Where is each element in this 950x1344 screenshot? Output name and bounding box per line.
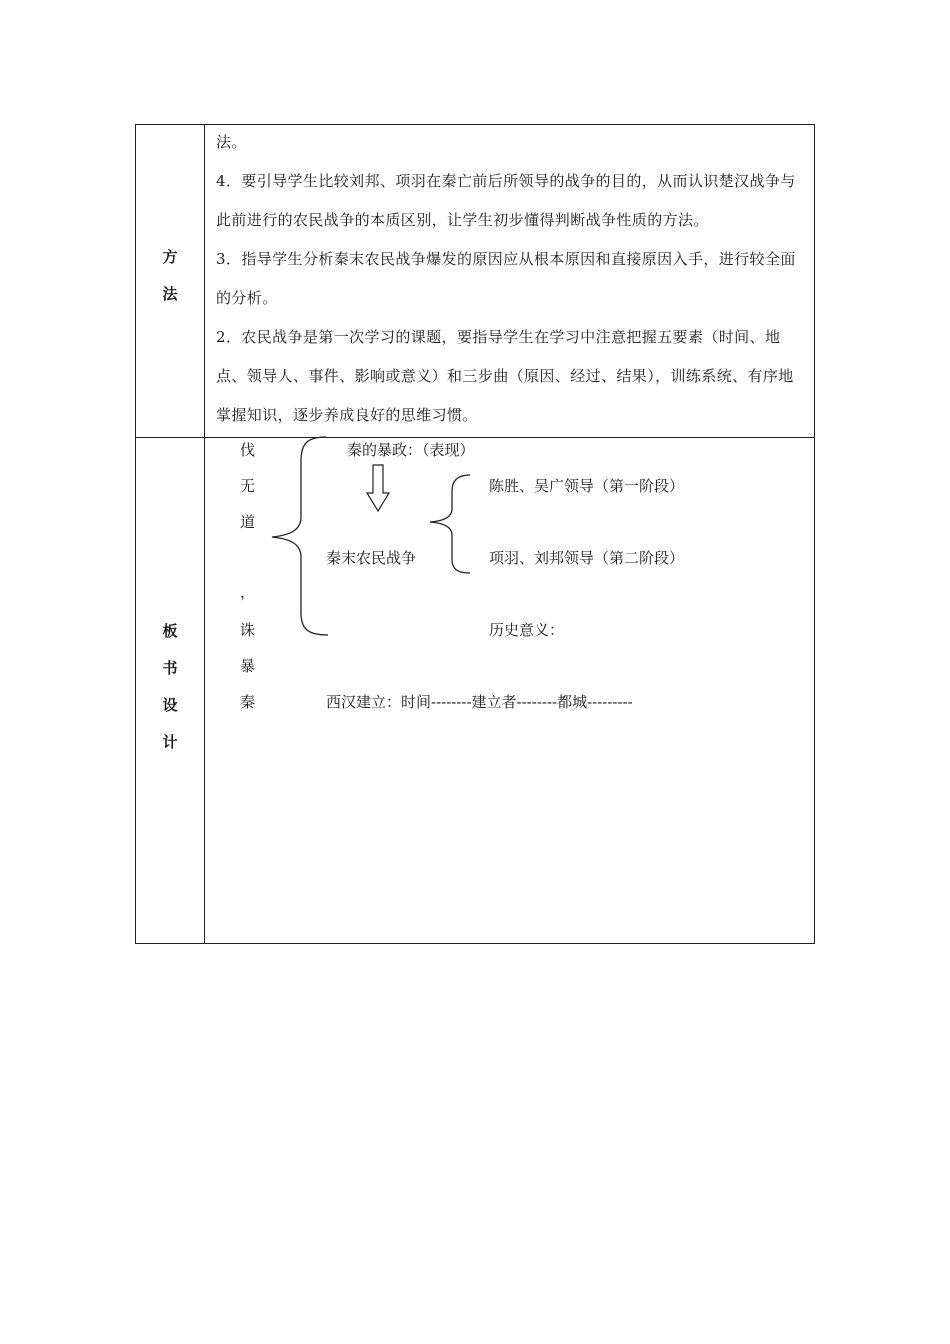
method-paragraph: 3．指导学生分析秦末农民战争爆发的原因应从根本原因和直接原因入手，进行较全面的分析。 (216, 250, 796, 307)
large-brace-icon (272, 437, 328, 635)
qin-tyranny-text: 秦的暴政：（表现） (347, 441, 475, 459)
method-paragraph: 4．要引导学生比较刘邦、项羽在秦亡前后所领导的战争的目的，从而认识楚汉战争与此前进行的农民战争的本质区别，让学生初步懂得判断战争性质的方法。 (216, 172, 796, 229)
vertical-char: 伐 (240, 441, 256, 459)
stage-one-text: 陈胜、吴广领导（第一阶段） (489, 477, 685, 495)
vertical-char: ， (240, 583, 256, 601)
board-drawing (136, 125, 816, 945)
board-label-char: 设 (162, 696, 178, 714)
western-han-text: 西汉建立：时间--------建立者--------都城--------- (326, 693, 633, 711)
vertical-char: 诛 (240, 621, 256, 639)
vertical-char: 秦 (240, 693, 256, 711)
method-label-char: 法 (162, 285, 178, 303)
method-paragraph: 2．农民战争是第一次学习的课题，要指导学生在学习中注意把握五要素（时间、地点、领导人、事件、影响或意义）和三步曲（原因、经过、结果），训练系统、有序地掌握知识，逐步养成良好的思维习惯。 (216, 328, 794, 424)
war-title-text: 秦末农民战争 (326, 549, 417, 567)
vertical-char: 无 (240, 477, 256, 495)
small-brace-icon (430, 475, 470, 573)
vertical-char: 道 (240, 513, 256, 531)
board-content (136, 125, 814, 943)
stage-two-text: 项羽、刘邦领导（第二阶段） (489, 549, 685, 567)
board-label-char: 计 (162, 733, 178, 751)
method-paragraph: 法。 (216, 133, 247, 151)
down-arrow-icon (367, 465, 389, 511)
method-label-char: 方 (162, 248, 178, 266)
significance-text: 历史意义： (489, 621, 565, 639)
vertical-char: 暴 (240, 657, 256, 675)
board-label-char: 书 (162, 659, 178, 677)
lesson-table (135, 124, 815, 944)
board-label-char: 板 (162, 622, 178, 640)
